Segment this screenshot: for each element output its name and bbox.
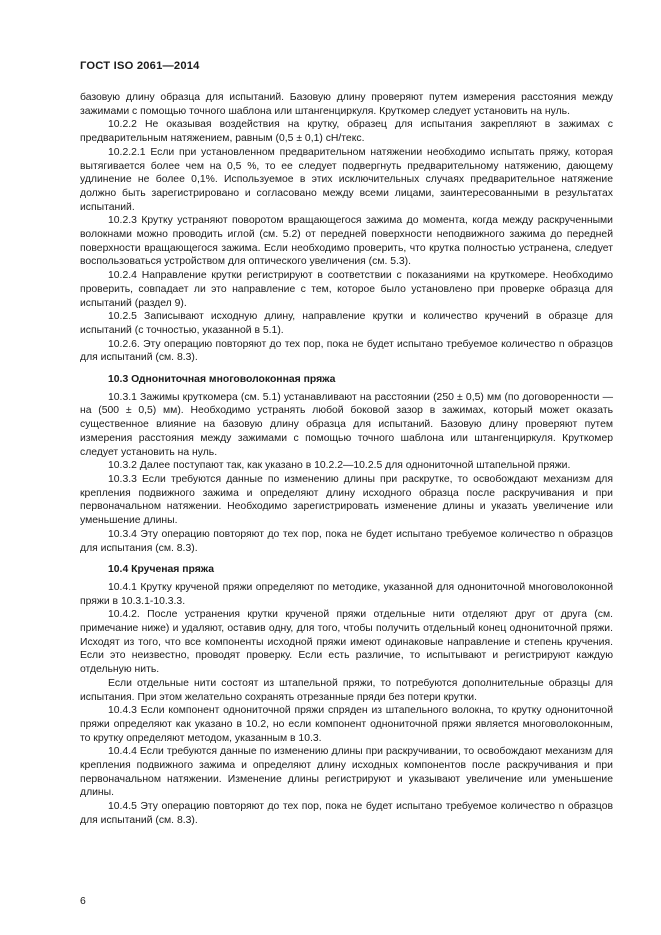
paragraph: 10.3.4 Эту операцию повторяют до тех пор, пока не будет испытано требуемое количество n образцов для испытания (см. 8.3). [80,528,613,554]
paragraph: 10.4.3 Если компонент однониточной пряжи спряден из штапельного волокна, то крутку однониточной пряжи определяют как указано в 10.2, но если компонент однониточной пряжи является многоволоконным, то крутку определяют методом, указанным в 10.3. [80,705,613,744]
paragraph: 10.4.4 Если требуются данные по изменению длины при раскручивании, то освобождают механизм для крепления подвижного зажима и определяют длину исходных компонентов после раскручивания и при первоначальном натяжении. Изменение длины регистрируют и указывают увеличение или уменьшение длины. [80,746,613,799]
paragraph: 10.2.2.1 Если при установленном предварительном натяжении необходимо испытать пряжу, которая вытягивается более чем на 0,5 %, то ее следует подвергнуть предварительному натяжению, дающему удлинение не более 0,1%. Используемое в этих исключительных случаях предварительное натяжение должно быть зарегистрировано и согласовано между всеми лицами, заинтересованными в результатах испытаний. [80,146,613,213]
paragraph: 10.2.2 Не оказывая воздействия на крутку, образец для испытания закрепляют в зажимах с предварительным натяжением, равным (0,5 ± 0,1) сН/текс. [80,119,613,145]
paragraph: базовую длину образца для испытаний. Базовую длину проверяют путем измерения расстояния между зажимами с помощью точного шаблона или штангенциркуля. Круткомер следует установить на нуль. [80,92,613,117]
paragraph: 10.4.2. После устранения крутки крученой пряжи отдельные нити отделяют друг от друга (см. примечание ниже) и удаляют, оставив одну, для того, чтобы получить отдельный конец однониточной пряжи. Исходят из того, что все компоненты исходной пряжи имеют одинаковые направление и степень кручения. Если это неизвестно, проводят проверку. Если есть различие, то испытывают и регистрируют каждую отдельную нить. [80,609,613,676]
section-heading-10-4: 10.4 Крученая пряжа [108,564,215,576]
paragraph: 10.2.5 Записывают исходную длину, направление крутки и количество кручений в образце для испытаний (с точностью, указанной в 5.1). [80,311,613,336]
paragraph: 10.3.1 Зажимы круткомера (см. 5.1) устанавливают на расстоянии (250 ± 0,5) мм (по договоренности — на (500 ± 0,5) мм). Необходимо устранять любой боковой зазор в зажимах, который может оказать существенное влияние на базовую длину образца для испытаний. Базовую длину проверяют путем измерения расстояния между зажимами с помощью точного шаблона или штангенциркуля. Круткомер следует установить на нуль. [80,391,613,458]
section-heading-10-3: 10.3 Однониточная многоволоконная пряжа [108,374,336,386]
paragraph: 10.3.2 Далее поступают так, как указано в 10.2.2—10.2.5 для однониточной штапельной пряжи. [108,460,571,472]
page-content [80,91,613,828]
paragraph: 10.2.4 Направление крутки регистрируют в соответствии с показаниями на круткомере. Необходимо проверить, совпадает ли это направление с тем, которое было установлено при проверке образца для испытаний (раздел 9). [80,270,613,309]
paragraph: 10.4.1 Крутку крученой пряжи определяют по методике, указанной для однониточной многоволоконной пряжи в 10.3.1-10.3.3. [80,581,613,607]
paragraph: Если отдельные нити состоят из штапельной пряжи, то потребуются дополнительные образцы для испытания. При этом желательно сохранять отрезанные пряди без потери крутки. [80,677,613,703]
page-number: 6 [80,896,86,907]
paragraph: 10.2.3 Крутку устраняют поворотом вращающегося зажима до момента, когда между раскрученными волокнами можно проводить иглой (см. 5.2) от передней поверхности неподвижного зажима до передней поверхности вращающегося зажима. Если необходимо проверить, что крутка полностью устранена, следует воспользоваться устройством для оптического увеличения (см. 5.3). [80,215,613,268]
paragraph: 10.2.6. Эту операцию повторяют до тех пор, пока не будет испытано требуемое количество n образцов для испытаний (см. 8.3). [80,338,613,364]
standard-header: ГОСТ ISO 2061—2014 [80,60,200,72]
paragraph: 10.3.3 Если требуются данные по изменению длины при раскрутке, то освобождают механизм для крепления подвижного зажима и определяют длину исходного образца после раскручивания и при первоначальном натяжении. Необходимо зарегистрировать изменение длины и указать увеличение или уменьшение длины. [80,473,613,527]
paragraph: 10.4.5 Эту операцию повторяют до тех пор, пока не будет испытано требуемое количество n образцов для испытаний (см. 8.3). [80,801,613,826]
